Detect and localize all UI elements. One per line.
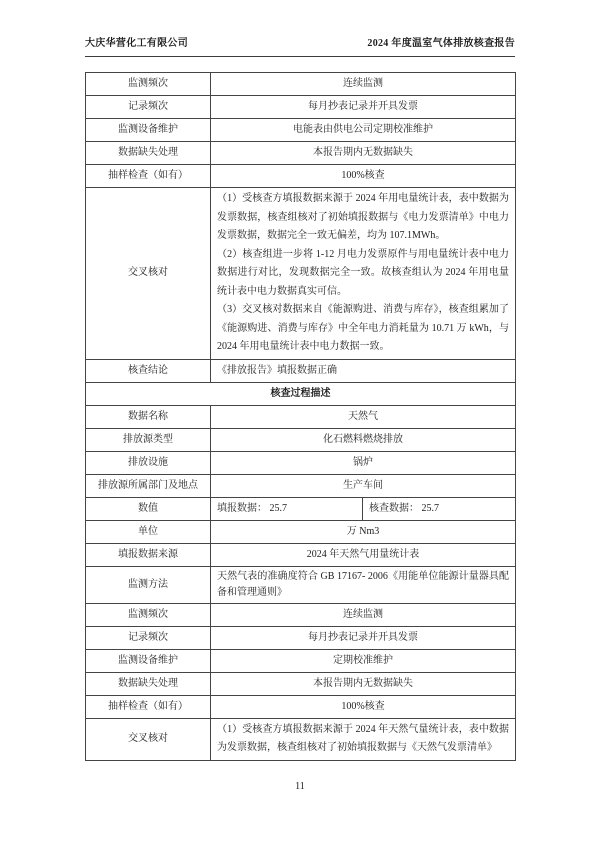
table-row: [86, 165, 516, 188]
field-label: 监测频次: [86, 603, 211, 626]
field-label: 排放源类型: [86, 428, 211, 451]
table-row-conclusion: [86, 359, 516, 382]
table-row: [86, 142, 516, 165]
field-value: 每月抄表记录并开具发票: [211, 626, 516, 649]
field-value: 万 Nm3: [211, 520, 516, 543]
field-value: 本报告期内无数据缺失: [211, 142, 516, 165]
field-label: 数据名称: [86, 405, 211, 428]
field-label: 交叉核对: [86, 188, 211, 360]
field-value: 锅炉: [211, 451, 516, 474]
field-label: 监测方法: [86, 566, 211, 603]
field-label: 核查结论: [86, 359, 211, 382]
field-label: 抽样检查（如有）: [86, 695, 211, 718]
table-row: [86, 626, 516, 649]
table-row: [86, 96, 516, 119]
field-value: 连续监测: [211, 73, 516, 96]
table-row: [86, 73, 516, 96]
table-row: [86, 603, 516, 626]
section-header-row: [86, 382, 516, 405]
field-label: 填报数据来源: [86, 543, 211, 566]
table-row: [86, 405, 516, 428]
table-row: [86, 543, 516, 566]
table-row: [86, 649, 516, 672]
field-label: 数值: [86, 497, 211, 520]
field-label: 单位: [86, 520, 211, 543]
field-label: 数据缺失处理: [86, 142, 211, 165]
table-row-method: [86, 566, 516, 603]
field-value: 天然气表的准确度符合 GB 17167- 2006《用能单位能源计量器具配备和管理通则》: [211, 566, 516, 603]
verification-table: [85, 72, 516, 761]
section-title: 核查过程描述: [86, 382, 516, 405]
cross-check-cell: [211, 188, 516, 360]
table-row: [86, 474, 516, 497]
field-label: 监测设备维护: [86, 119, 211, 142]
field-label: 排放源所属部门及地点: [86, 474, 211, 497]
field-label: 记录频次: [86, 96, 211, 119]
field-label: 监测设备维护: [86, 649, 211, 672]
table-row-value: [86, 497, 516, 520]
header-report-title: 2024 年度温室气体排放核查报告: [367, 38, 515, 49]
table-row-cross-check: [86, 718, 516, 760]
field-label: 交叉核对: [86, 718, 211, 760]
field-value: 天然气: [211, 405, 516, 428]
verified-value: 核查数据： 25.7: [363, 497, 516, 520]
page-header: [85, 34, 515, 57]
field-value: 电能表由供电公司定期校准维护: [211, 119, 516, 142]
field-value: 生产车间: [211, 474, 516, 497]
field-value: 定期校准维护: [211, 649, 516, 672]
field-label: 数据缺失处理: [86, 672, 211, 695]
reported-value: 填报数据： 25.7: [211, 497, 363, 520]
field-label: 监测频次: [86, 73, 211, 96]
header-company: 大庆华营化工有限公司: [85, 38, 188, 49]
field-label: 记录频次: [86, 626, 211, 649]
cross-check-cell: [211, 718, 516, 760]
table-row: [86, 672, 516, 695]
field-value: 连续监测: [211, 603, 516, 626]
cross-check-paragraph: （1）受核查方填报数据来源于 2024 年天然气量统计表，表中数据为发票数据，核查组核对了初始填报数据与《天然气发票清单》: [217, 723, 509, 753]
field-label: 排放设施: [86, 451, 211, 474]
cross-check-paragraph: （3）交叉核对数据来自《能源购进、消费与库存》，核查组累加了《能源购进、消费与库存》中全年电力消耗量为 10.71 万 kWh，与 2024 年用电量统计表中电力数据一致。: [217, 304, 509, 352]
table-row: [86, 119, 516, 142]
field-value: 本报告期内无数据缺失: [211, 672, 516, 695]
field-value: 100%核查: [211, 165, 516, 188]
field-value: 100%核查: [211, 695, 516, 718]
table-row: [86, 520, 516, 543]
cross-check-paragraph: （2）核查组进一步将 1-12 月电力发票原件与用电量统计表中电力数据进行对比，发现数据完全一致。故核查组认为 2024 年用电量统计表中电力数据真实可信。: [217, 248, 509, 297]
field-value: 每月抄表记录并开具发票: [211, 96, 516, 119]
table-row: [86, 695, 516, 718]
field-value: 化石燃料燃烧排放: [211, 428, 516, 451]
field-value: 《排放报告》填报数据正确: [211, 359, 516, 382]
field-value: 2024 年天然气用量统计表: [211, 543, 516, 566]
field-label: 抽样检查（如有）: [86, 165, 211, 188]
page-number: 11: [295, 781, 305, 792]
table-row: [86, 451, 516, 474]
table-row: [86, 428, 516, 451]
cross-check-paragraph: （1）受核查方填报数据来源于 2024 年用电量统计表，表中数据为发票数据，核查组核对了初始填报数据与《电力发票清单》中电力发票数据，数据完全一致无偏差，均为 107.1MWh。: [217, 193, 509, 241]
table-row-cross-check: [86, 188, 516, 360]
